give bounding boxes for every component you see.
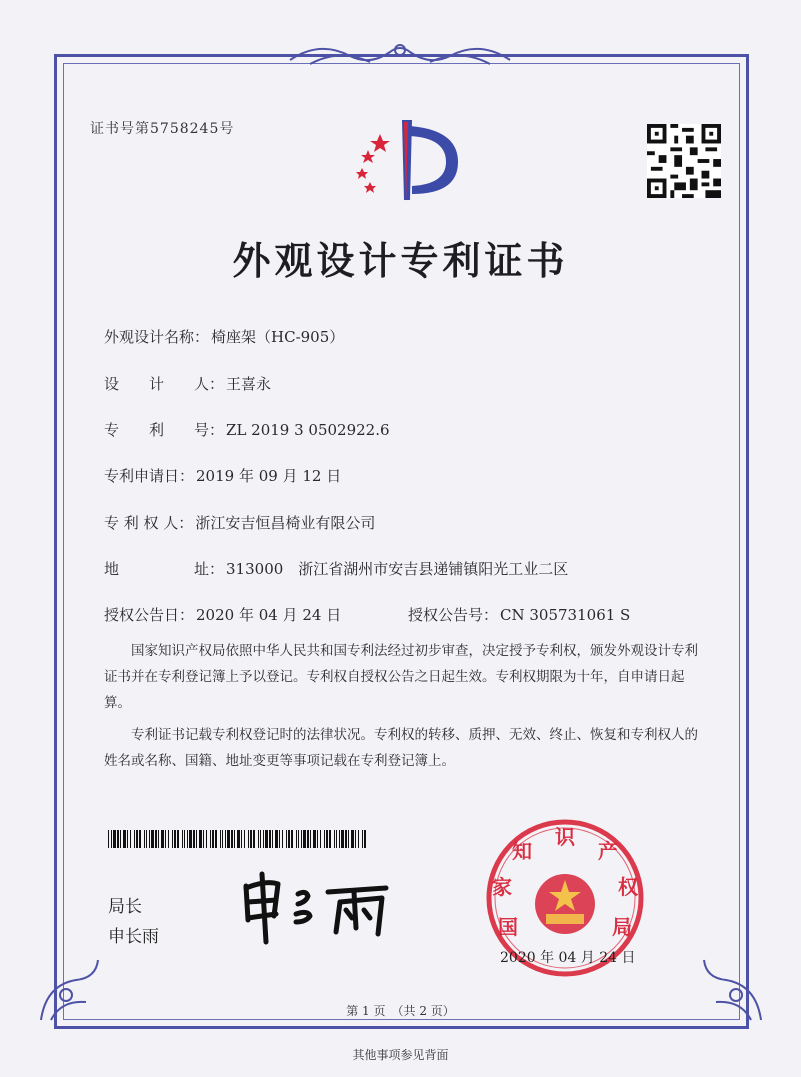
barcode-bar — [291, 830, 293, 848]
barcode-bar — [161, 830, 164, 848]
barcode-bar — [111, 830, 112, 848]
barcode-bar — [345, 830, 347, 848]
barcode-bar — [272, 830, 273, 848]
barcode-bar — [155, 830, 157, 848]
barcode-bar — [220, 830, 221, 848]
barcode-bar — [225, 830, 226, 848]
certificate-number: 证书号第5758245号 — [90, 121, 235, 137]
certificate-title: 外观设计专利证书 — [232, 239, 569, 283]
barcode-bar — [241, 830, 242, 848]
barcode-bar — [203, 830, 204, 848]
barcode-bar — [182, 830, 183, 848]
barcode-bar — [130, 830, 131, 848]
barcode-bar — [334, 830, 335, 848]
director-title: 局长 — [108, 897, 142, 917]
barcode-bar — [313, 830, 316, 848]
barcode-bar — [184, 830, 185, 848]
barcode-bar — [303, 830, 306, 848]
barcode-bar — [250, 830, 252, 848]
barcode-bar — [348, 830, 349, 848]
barcode-bar — [296, 830, 297, 848]
barcode-bar — [149, 830, 150, 848]
barcode-bar — [189, 830, 192, 848]
barcode-bar — [336, 830, 337, 848]
field-value: ZL 2019 3 0502922.6 — [226, 421, 390, 439]
field-label: 外观设计名称： — [104, 328, 210, 346]
barcode-bar — [260, 830, 261, 848]
barcode-bar — [210, 830, 211, 848]
barcode-bar — [151, 830, 154, 848]
barcode-bar — [358, 830, 359, 848]
barcode-bar — [127, 830, 128, 848]
barcode-bar — [298, 830, 299, 848]
field-grant-date — [104, 604, 341, 625]
barcode-bar — [206, 830, 207, 848]
seal-char: 国 — [498, 915, 518, 939]
barcode-bar — [120, 830, 121, 848]
barcode-bar — [244, 830, 245, 848]
barcode-bar — [288, 830, 290, 848]
seal-char: 产 — [598, 839, 618, 863]
field-patent-number — [104, 419, 390, 440]
barcode-bar — [174, 830, 176, 848]
field-value: 浙江安吉恒昌椅业有限公司 — [195, 514, 376, 532]
seal-char: 家 — [492, 875, 512, 899]
director-signature — [236, 868, 416, 948]
barcode-bar — [317, 830, 318, 848]
patent-office-logo — [340, 112, 470, 207]
barcode-bar — [364, 830, 366, 848]
field-value: 椅座架（HC-905） — [211, 328, 345, 346]
barcode-bar — [310, 830, 311, 848]
barcode-bar — [136, 830, 138, 848]
field-value: 2019 年 09 月 12 日 — [196, 467, 342, 485]
barcode-bar — [320, 830, 321, 848]
barcode-bar — [177, 830, 179, 848]
barcode-bar — [263, 830, 264, 848]
field-value: CN 305731061 S — [500, 606, 631, 624]
seal-char: 局 — [612, 915, 632, 939]
barcode-bar — [269, 830, 271, 848]
barcode-bar — [227, 830, 230, 848]
barcode-bar — [307, 830, 309, 848]
statement-paragraph: 国家知识产权局依照中华人民共和国专利法经过初步审查，决定授予专利权，颁发外观设计专利证书并在专利登记簿上予以登记。专利权自授权公告之日起生效。专利权期限为十年，自申请日起算。 — [104, 643, 698, 711]
barcode-bar — [351, 830, 354, 848]
barcode-bar — [222, 830, 223, 848]
field-label: 设 计 人： — [104, 375, 225, 393]
barcode-bar — [234, 830, 235, 848]
statement-paragraph: 专利证书记载专利权登记时的法律状况。专利权的转移、质押、无效、终止、恢复和专利权人的姓名或名称、国籍、地址变更等事项记载在专利登记簿上。 — [104, 727, 698, 769]
field-label: 地 址： — [104, 560, 225, 578]
field-address — [104, 558, 568, 579]
barcode-bar — [117, 830, 119, 848]
barcode-bar — [113, 830, 116, 848]
field-label: 专 利 权 人： — [104, 514, 194, 532]
field-value: 王喜永 — [226, 375, 272, 393]
field-value: 313000 浙江省湖州市安吉县递铺镇阳光工业二区 — [226, 560, 569, 578]
barcode-bar — [139, 830, 141, 848]
seal-char: 权 — [618, 875, 638, 899]
barcode-bar — [237, 830, 240, 848]
top-ornament — [280, 38, 520, 78]
barcode-bar — [301, 830, 302, 848]
field-label: 专利申请日： — [104, 467, 195, 485]
barcode-bar — [108, 830, 109, 848]
barcode-bar — [362, 830, 363, 848]
qr-code — [646, 124, 722, 198]
barcode-bar — [282, 830, 283, 848]
barcode-bar — [324, 830, 325, 848]
barcode-bar — [123, 830, 126, 848]
seal-date: 2020 年 04 月 24 日 — [500, 950, 636, 966]
barcode-bar — [258, 830, 259, 848]
barcode-bar — [187, 830, 188, 848]
barcode-bar — [265, 830, 268, 848]
barcode-bar — [144, 830, 145, 848]
barcode-bar — [355, 830, 356, 848]
field-value: 2020 年 04 月 24 日 — [196, 606, 342, 624]
statement-text — [104, 638, 704, 774]
barcode-bar — [253, 830, 255, 848]
barcode-bar — [248, 830, 249, 848]
field-publication-number — [408, 604, 630, 625]
field-design-name — [104, 326, 344, 347]
barcode-bar — [165, 830, 166, 848]
barcode-bar — [339, 830, 340, 848]
barcode — [108, 830, 368, 848]
barcode-bar — [341, 830, 344, 848]
barcode-bar — [193, 830, 195, 848]
seal-char: 识 — [555, 825, 575, 849]
barcode-bar — [158, 830, 159, 848]
barcode-bar — [231, 830, 233, 848]
barcode-bar — [275, 830, 278, 848]
field-label: 专 利 号： — [104, 421, 225, 439]
barcode-bar — [146, 830, 147, 848]
barcode-bar — [215, 830, 217, 848]
director-name: 申长雨 — [108, 927, 159, 947]
barcode-bar — [212, 830, 214, 848]
barcode-bar — [196, 830, 197, 848]
field-label: 授权公告日： — [104, 606, 195, 624]
barcode-bar — [168, 830, 169, 848]
page-number: 第 1 页 （共 2 页） — [346, 1004, 455, 1018]
barcode-bar — [172, 830, 173, 848]
barcode-bar — [326, 830, 328, 848]
barcode-bar — [286, 830, 287, 848]
barcode-bar — [329, 830, 331, 848]
barcode-bar — [134, 830, 135, 848]
barcode-bar — [279, 830, 280, 848]
footer-note: 其他事项参见背面 — [352, 1048, 449, 1062]
field-label: 授权公告号： — [408, 606, 499, 624]
field-application-date — [104, 465, 341, 486]
field-designer — [104, 373, 271, 394]
barcode-bar — [199, 830, 202, 848]
field-patentee — [104, 512, 375, 533]
seal-char: 知 — [512, 839, 532, 863]
